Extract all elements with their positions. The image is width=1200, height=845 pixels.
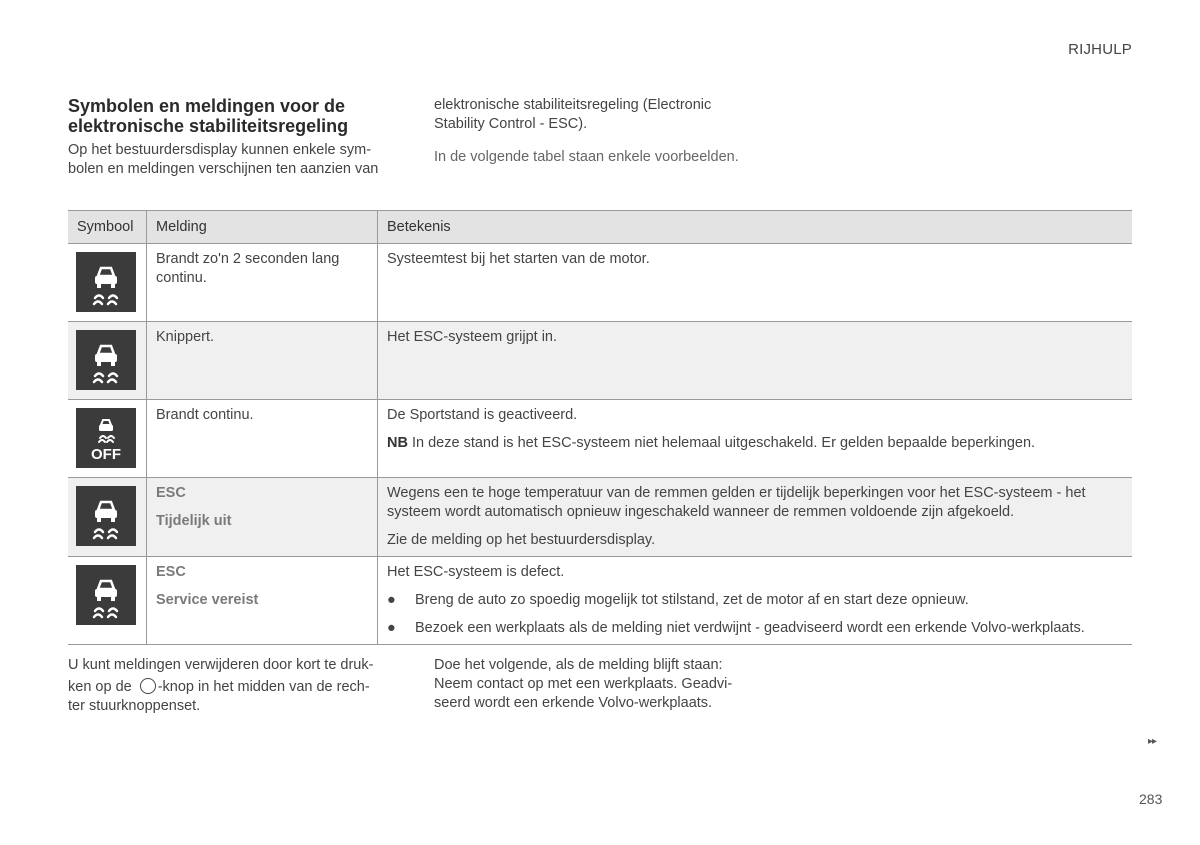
meaning-cell: Systeemtest bij het starten van de motor. — [378, 244, 1133, 322]
footer-right-text: Doe het volgende, als de melding blijft staan: Neem contact op met een werkplaats. Geadvi-seerd wordt een erkende Volvo-werkplaats. — [434, 657, 733, 711]
section-title: RIJHULP — [1068, 41, 1132, 58]
symbol-cell — [68, 244, 147, 322]
symbol-cell — [68, 400, 147, 478]
meaning-cell — [378, 557, 1133, 645]
meaning-text: De Sportstand is geactiveerd. — [387, 407, 578, 423]
message-cell: Knippert. — [147, 322, 378, 400]
note-text: In deze stand is het ESC-systeem niet helemaal uitgeschakeld. Er gelden bepaalde beperkingen. — [411, 435, 1036, 451]
table-row — [68, 244, 1132, 322]
symbol-cell — [68, 557, 147, 645]
bullet-item: ● Bezoek een werkplaats als de melding niet verdwijnt - geadviseerd wordt een erkende Volvo-werkplaats. — [387, 620, 1085, 636]
intro-right-note: In de volgende tabel staan enkele voorbeelden. — [434, 149, 739, 165]
symbol-cell — [68, 478, 147, 557]
meaning-cell — [378, 478, 1133, 557]
esc-skid-icon — [76, 252, 136, 312]
meaning-cell: Het ESC-systeem grijpt in. — [378, 322, 1133, 400]
table-row — [68, 557, 1132, 645]
message-cell: Brandt continu. — [147, 400, 378, 478]
message-title: ESC — [156, 564, 186, 580]
meaning-note — [387, 434, 1123, 453]
meaning-text-2: Zie de melding op het bestuurdersdisplay. — [387, 532, 656, 548]
meaning-text: Wegens een te hoge temperatuur van de remmen gelden er tijdelijk beperkingen voor het ESC-systeem - het systeem wordt automatisch opnieuw ingeschakeld wanneer de remmen voldoende zijn afgekoeld. — [387, 485, 1086, 520]
symbol-cell — [68, 322, 147, 400]
message-cell — [147, 557, 378, 645]
note-label: NB — [387, 435, 408, 451]
intro-left-text: Op het bestuurdersdisplay kunnen enkele sym-bolen en meldingen verschijnen ten aanzien van — [68, 142, 379, 177]
message-cell — [147, 478, 378, 557]
bullet-dot-icon: ● — [387, 620, 396, 636]
column-header-meaning: Betekenis — [378, 211, 1133, 244]
esc-off-icon-label: OFF — [91, 446, 121, 463]
table-row — [68, 478, 1132, 557]
esc-skid-icon — [76, 330, 136, 390]
page-number: 283 — [1139, 791, 1163, 807]
esc-skid-icon — [76, 486, 136, 546]
table-row — [68, 400, 1132, 478]
message-cell: Brandt zo'n 2 seconden lang continu. — [147, 244, 378, 322]
esc-symbols-table — [68, 210, 1132, 645]
meaning-text: Het ESC-systeem is defect. — [387, 564, 565, 580]
message-subtitle: Tijdelijk uit — [156, 513, 232, 529]
message-title: ESC — [156, 485, 186, 501]
table-row — [68, 322, 1132, 400]
column-header-message: Melding — [147, 211, 378, 244]
table-header-row — [68, 211, 1132, 244]
bullet-item: ● Breng de auto zo spoedig mogelijk tot stilstand, zet de motor af en start deze opnieuw. — [387, 592, 969, 608]
steering-wheel-button-icon — [140, 678, 156, 694]
page-title: Symbolen en meldingen voor de elektronische stabiliteitsregeling — [68, 96, 349, 136]
esc-skid-icon — [76, 565, 136, 625]
footer-left-text: U kunt meldingen verwijderen door kort te druk- ken op de -knop in het midden van de rech- ter stuurknoppenset. — [68, 657, 374, 714]
esc-off-icon — [76, 408, 136, 468]
meaning-cell — [378, 400, 1133, 478]
column-header-symbol: Symbool — [68, 211, 147, 244]
intro-right-text: elektronische stabiliteitsregeling (Electronic Stability Control - ESC). — [434, 97, 712, 132]
bullet-dot-icon: ● — [387, 592, 396, 608]
continue-arrows-icon: ▸▸ — [1148, 736, 1157, 747]
message-subtitle: Service vereist — [156, 592, 259, 608]
